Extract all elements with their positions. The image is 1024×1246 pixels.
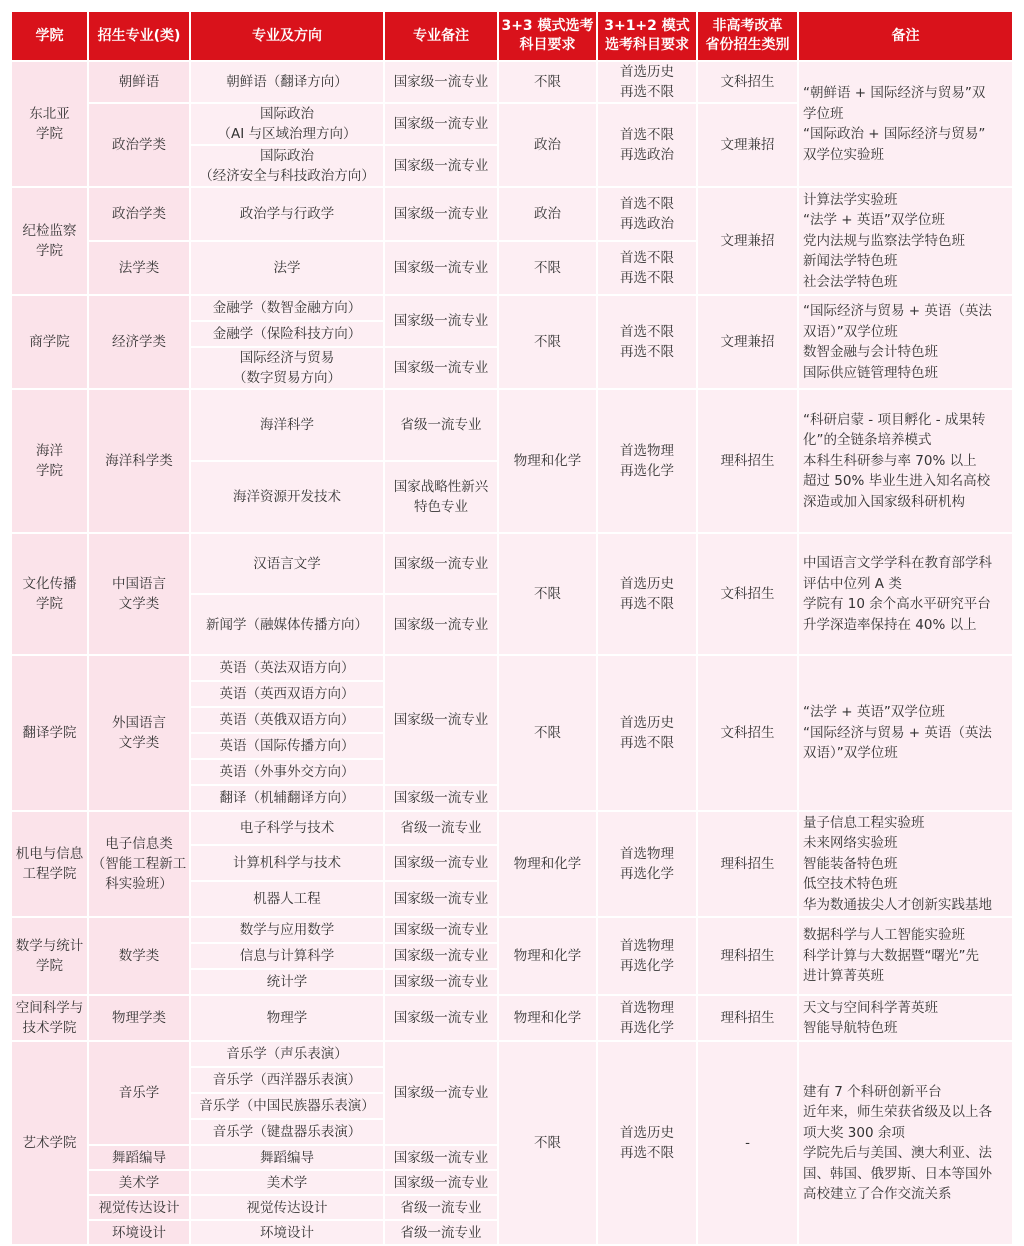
major-category: 朝鲜语 xyxy=(88,61,190,103)
subjects-3-1-2: 首选不限 再选不限 xyxy=(597,295,697,389)
major-direction: 政治学与行政学 xyxy=(190,187,384,241)
subjects-3-3: 不限 xyxy=(498,61,597,103)
major-direction: 音乐学（中国民族器乐表演） xyxy=(190,1093,384,1119)
major-direction: 舞蹈编导 xyxy=(190,1145,384,1170)
major-category: 海洋科学类 xyxy=(88,389,190,533)
major-remark: 国家级一流专业 xyxy=(384,1145,498,1170)
major-direction: 美术学 xyxy=(190,1170,384,1195)
header-row xyxy=(11,11,1013,61)
major-direction: 统计学 xyxy=(190,969,384,995)
college-name: 文化传播 学院 xyxy=(11,533,88,655)
major-direction: 新闻学（融媒体传播方向） xyxy=(190,594,384,655)
major-category: 政治学类 xyxy=(88,103,190,187)
major-direction: 数学与应用数学 xyxy=(190,917,384,943)
major-category: 政治学类 xyxy=(88,187,190,241)
table-row xyxy=(11,295,1013,321)
table-row xyxy=(11,389,1013,461)
college-notes: 数据科学与人工智能实验班 科学计算与大数据暨“曙光”先 进计算菁英班 xyxy=(798,917,1013,995)
major-direction: 海洋科学 xyxy=(190,389,384,461)
admission-category: 理科招生 xyxy=(697,811,798,917)
major-direction: 机器人工程 xyxy=(190,881,384,917)
header-major-remark: 专业备注 xyxy=(384,11,498,61)
college-notes: 建有 7 个科研创新平台 近年来，师生荣获省级及以上各 项大奖 300 余项 学院先后与美国、澳大利亚、法 国、韩国、俄罗斯、日本等国外 高校建立了合作交流关系 xyxy=(798,1041,1013,1245)
subjects-3-1-2: 首选物理 再选化学 xyxy=(597,995,697,1041)
major-direction: 海洋资源开发技术 xyxy=(190,461,384,533)
subjects-3-1-2: 首选历史 再选不限 xyxy=(597,655,697,811)
college-notes: “法学 + 英语”双学位班 “国际经济与贸易 + 英语（英法 双语）”双学位班 xyxy=(798,655,1013,811)
major-direction: 音乐学（键盘器乐表演） xyxy=(190,1119,384,1145)
subjects-3-3: 不限 xyxy=(498,295,597,389)
subjects-3-3: 政治 xyxy=(498,103,597,187)
major-direction: 法学 xyxy=(190,241,384,295)
college-name: 海洋 学院 xyxy=(11,389,88,533)
admission-category: 文理兼招 xyxy=(697,187,798,295)
major-remark: 国家级一流专业 xyxy=(384,785,498,811)
subjects-3-3: 物理和化学 xyxy=(498,811,597,917)
major-remark: 省级一流专业 xyxy=(384,1220,498,1245)
major-remark: 国家级一流专业 xyxy=(384,61,498,103)
subjects-3-3: 物理和化学 xyxy=(498,995,597,1041)
admission-category: 理科招生 xyxy=(697,389,798,533)
header-category-non-reform: 非高考改革 省份招生类别 xyxy=(697,11,798,61)
major-remark: 省级一流专业 xyxy=(384,1195,498,1220)
subjects-3-3: 物理和化学 xyxy=(498,389,597,533)
college-notes: “科研启蒙 - 项目孵化 - 成果转 化”的全链条培养模式 本科生科研参与率 70% 以上 超过 50% 毕业生进入知名高校 深造或加入国家级科研机构 xyxy=(798,389,1013,533)
subjects-3-3: 不限 xyxy=(498,241,597,295)
admission-category: 文理兼招 xyxy=(697,103,798,187)
major-remark: 国家级一流专业 xyxy=(384,347,498,389)
header-subjects-3-3: 3+3 模式选考 科目要求 xyxy=(498,11,597,61)
major-category: 法学类 xyxy=(88,241,190,295)
header-college: 学院 xyxy=(11,11,88,61)
major-category: 美术学 xyxy=(88,1170,190,1195)
major-direction: 国际政治 （AI 与区域治理方向） xyxy=(190,103,384,145)
subjects-3-3: 不限 xyxy=(498,1041,597,1245)
header-direction: 专业及方向 xyxy=(190,11,384,61)
college-name: 翻译学院 xyxy=(11,655,88,811)
subjects-3-1-2: 首选历史 再选不限 xyxy=(597,61,697,103)
table-row xyxy=(11,917,1013,943)
subjects-3-1-2: 首选物理 再选化学 xyxy=(597,917,697,995)
major-remark: 国家级一流专业 xyxy=(384,969,498,995)
major-direction: 金融学（保险科技方向） xyxy=(190,321,384,347)
admission-category: 文科招生 xyxy=(697,533,798,655)
subjects-3-1-2: 首选物理 再选化学 xyxy=(597,811,697,917)
major-remark: 国家级一流专业 xyxy=(384,1170,498,1195)
college-notes: “朝鲜语 + 国际经济与贸易”双 学位班 “国际政治 + 国际经济与贸易” 双学位实验班 xyxy=(798,61,1013,187)
major-direction: 视觉传达设计 xyxy=(190,1195,384,1220)
table-row xyxy=(11,61,1013,103)
major-direction: 物理学 xyxy=(190,995,384,1041)
major-direction: 英语（英俄双语方向） xyxy=(190,707,384,733)
major-category: 环境设计 xyxy=(88,1220,190,1245)
table-row xyxy=(11,655,1013,681)
admission-category: 理科招生 xyxy=(697,995,798,1041)
major-direction: 英语（英法双语方向） xyxy=(190,655,384,681)
major-category: 物理学类 xyxy=(88,995,190,1041)
admission-category: 文理兼招 xyxy=(697,295,798,389)
major-remark: 国家级一流专业 xyxy=(384,533,498,594)
college-notes: 中国语言文学学科在教育部学科 评估中位列 A 类 学院有 10 余个高水平研究平台 升学深造率保持在 40% 以上 xyxy=(798,533,1013,655)
subjects-3-1-2: 首选历史 再选不限 xyxy=(597,1041,697,1245)
college-name: 数学与统计 学院 xyxy=(11,917,88,995)
major-remark: 国家级一流专业 xyxy=(384,295,498,347)
major-direction: 朝鲜语（翻译方向） xyxy=(190,61,384,103)
major-remark: 国家级一流专业 xyxy=(384,845,498,881)
major-direction: 金融学（数智金融方向） xyxy=(190,295,384,321)
college-name: 机电与信息 工程学院 xyxy=(11,811,88,917)
major-direction: 国际经济与贸易 （数字贸易方向） xyxy=(190,347,384,389)
college-notes: 计算法学实验班 “法学 + 英语”双学位班 党内法规与监察法学特色班 新闻法学特色班 社会法学特色班 xyxy=(798,187,1013,295)
college-notes: 量子信息工程实验班 未来网络实验班 智能装备特色班 低空技术特色班 华为数通拔尖人才创新实践基地 xyxy=(798,811,1013,917)
admission-category: 文科招生 xyxy=(697,61,798,103)
major-remark: 国家级一流专业 xyxy=(384,103,498,145)
college-name: 空间科学与 技术学院 xyxy=(11,995,88,1041)
major-direction: 环境设计 xyxy=(190,1220,384,1245)
major-category: 音乐学 xyxy=(88,1041,190,1145)
major-direction: 计算机科学与技术 xyxy=(190,845,384,881)
table-row xyxy=(11,995,1013,1041)
college-notes: “国际经济与贸易 + 英语（英法 双语）”双学位班 数智金融与会计特色班 国际供应链管理特色班 xyxy=(798,295,1013,389)
major-remark: 国家级一流专业 xyxy=(384,995,498,1041)
college-name: 东北亚 学院 xyxy=(11,61,88,187)
major-remark: 国家级一流专业 xyxy=(384,1041,498,1145)
major-remark: 省级一流专业 xyxy=(384,389,498,461)
college-name: 商学院 xyxy=(11,295,88,389)
major-remark: 国家级一流专业 xyxy=(384,241,498,295)
major-remark: 国家级一流专业 xyxy=(384,594,498,655)
subjects-3-1-2: 首选不限 再选不限 xyxy=(597,241,697,295)
table-row xyxy=(11,187,1013,241)
subjects-3-1-2: 首选不限 再选政治 xyxy=(597,103,697,187)
major-category: 经济学类 xyxy=(88,295,190,389)
major-remark: 国家战略性新兴 特色专业 xyxy=(384,461,498,533)
college-notes: 天文与空间科学菁英班 智能导航特色班 xyxy=(798,995,1013,1041)
major-category: 数学类 xyxy=(88,917,190,995)
major-direction: 音乐学（西洋器乐表演） xyxy=(190,1067,384,1093)
major-category: 视觉传达设计 xyxy=(88,1195,190,1220)
major-remark: 省级一流专业 xyxy=(384,811,498,845)
major-remark: 国家级一流专业 xyxy=(384,187,498,241)
major-direction: 音乐学（声乐表演） xyxy=(190,1041,384,1067)
major-remark: 国家级一流专业 xyxy=(384,881,498,917)
subjects-3-1-2: 首选物理 再选化学 xyxy=(597,389,697,533)
major-remark: 国家级一流专业 xyxy=(384,943,498,969)
table-row xyxy=(11,1041,1013,1067)
subjects-3-3: 政治 xyxy=(498,187,597,241)
subjects-3-1-2: 首选不限 再选政治 xyxy=(597,187,697,241)
header-notes: 备注 xyxy=(798,11,1013,61)
major-direction: 国际政治 （经济安全与科技政治方向） xyxy=(190,145,384,187)
major-category: 电子信息类 （智能工程新工 科实验班） xyxy=(88,811,190,917)
major-direction: 信息与计算科学 xyxy=(190,943,384,969)
admission-category: 理科招生 xyxy=(697,917,798,995)
major-direction: 电子科学与技术 xyxy=(190,811,384,845)
major-remark: 国家级一流专业 xyxy=(384,145,498,187)
header-major-category: 招生专业(类) xyxy=(88,11,190,61)
major-remark: 国家级一流专业 xyxy=(384,655,498,785)
subjects-3-3: 物理和化学 xyxy=(498,917,597,995)
major-category: 舞蹈编导 xyxy=(88,1145,190,1170)
table-row xyxy=(11,533,1013,594)
college-name: 艺术学院 xyxy=(11,1041,88,1245)
major-direction: 英语（国际传播方向） xyxy=(190,733,384,759)
subjects-3-3: 不限 xyxy=(498,533,597,655)
header-subjects-3-1-2: 3+1+2 模式 选考科目要求 xyxy=(597,11,697,61)
major-category: 中国语言 文学类 xyxy=(88,533,190,655)
major-direction: 英语（外事外交方向） xyxy=(190,759,384,785)
subjects-3-1-2: 首选历史 再选不限 xyxy=(597,533,697,655)
major-category: 外国语言 文学类 xyxy=(88,655,190,811)
table-body xyxy=(11,61,1013,1245)
admission-table xyxy=(10,10,1014,1246)
table-row xyxy=(11,811,1013,845)
major-remark: 国家级一流专业 xyxy=(384,917,498,943)
college-name: 纪检监察 学院 xyxy=(11,187,88,295)
subjects-3-3: 不限 xyxy=(498,655,597,811)
major-direction: 翻译（机辅翻译方向） xyxy=(190,785,384,811)
major-direction: 英语（英西双语方向） xyxy=(190,681,384,707)
admission-category: - xyxy=(697,1041,798,1245)
admission-category: 文科招生 xyxy=(697,655,798,811)
major-direction: 汉语言文学 xyxy=(190,533,384,594)
